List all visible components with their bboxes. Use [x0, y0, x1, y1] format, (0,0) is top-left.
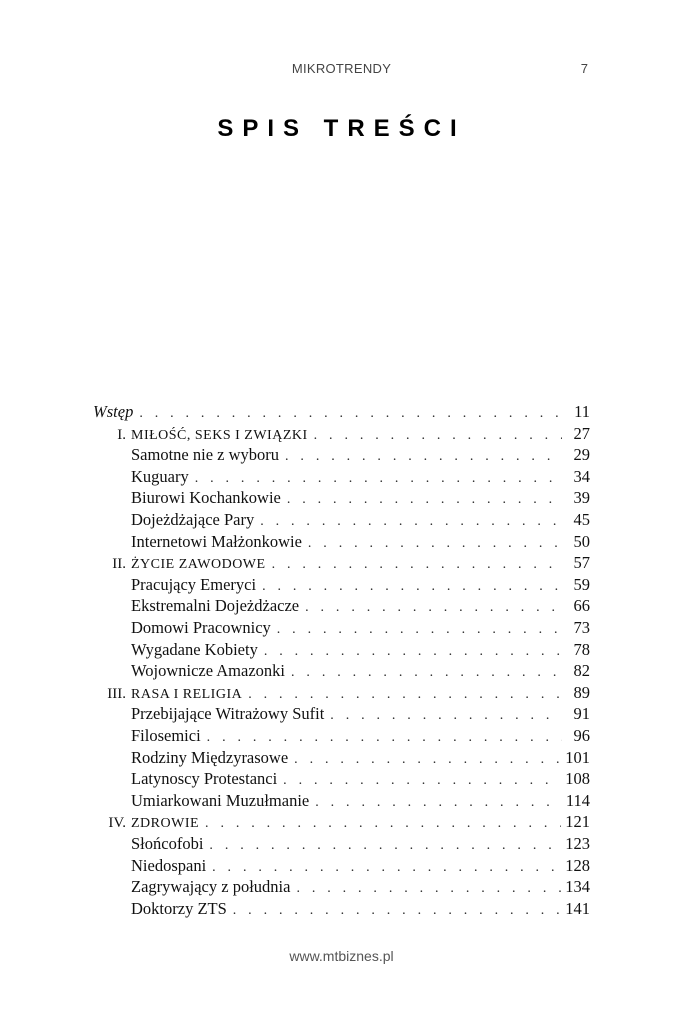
toc-page-number: 114 — [565, 790, 590, 810]
toc-chapter-row — [131, 466, 590, 488]
toc-page-number: 29 — [573, 445, 590, 465]
toc-chapter-row — [131, 509, 590, 531]
footer-url: www.mtbiznes.pl — [289, 948, 394, 964]
toc-entry-title: Samotne nie z wyboru — [131, 444, 283, 466]
toc-page-number: 57 — [573, 553, 590, 573]
toc-page-number: 11 — [574, 402, 590, 421]
toc-entry-title: Rodziny Międzyrasowe — [131, 747, 292, 769]
toc-page-number: 134 — [565, 877, 590, 897]
toc-page-number: 73 — [573, 618, 590, 637]
toc-chapter-row — [131, 898, 590, 920]
toc-part-title: ŻYCIE ZAWODOWE — [131, 554, 270, 576]
toc-chapter-row — [131, 660, 590, 682]
toc-chapter-row — [131, 531, 590, 553]
toc-entry-title: Niedospani — [131, 855, 210, 877]
toc-chapter-row — [131, 876, 590, 898]
toc-page-number: 123 — [565, 834, 590, 853]
toc-chapter-row — [131, 747, 590, 769]
toc-entry-title: Słońcofobi — [131, 833, 207, 855]
running-title: MIKROTRENDY — [291, 61, 392, 76]
toc-page-number: 45 — [573, 510, 590, 529]
toc-page-number: 59 — [573, 574, 590, 594]
toc-page-number: 66 — [573, 596, 590, 616]
toc-part-numeral: III. — [107, 685, 126, 702]
toc-page-number: 108 — [565, 769, 590, 789]
toc-entry-title: Wojownicze Amazonki — [131, 660, 289, 682]
toc-chapter-row — [131, 617, 590, 639]
toc-chapter-row — [131, 833, 590, 855]
toc-page-number: 96 — [573, 726, 590, 745]
toc-entry-title: Ekstremalni Dojeżdżacze — [131, 595, 303, 617]
toc-part-row — [100, 423, 590, 445]
toc-chapter-row — [131, 703, 590, 725]
toc-part-numeral: II. — [112, 556, 126, 573]
toc-entry-title: Zagrywający z południa — [131, 876, 294, 898]
toc-page-number: 91 — [573, 704, 590, 724]
toc-part-title: ZDROWIE — [131, 813, 203, 835]
toc-entry-title: Internetowi Małżonkowie — [131, 531, 306, 553]
toc-entry-title: Umiarkowani Muzułmanie — [131, 790, 313, 812]
toc-page-number: 141 — [565, 898, 590, 918]
toc-entry-title: Pracujący Emeryci — [131, 574, 260, 596]
toc-page-number: 34 — [573, 466, 590, 486]
toc-page-number: 128 — [565, 855, 590, 875]
toc-page-number: 101 — [565, 747, 590, 767]
toc-chapter-row — [131, 768, 590, 790]
toc-part-title: MIŁOŚĆ, SEKS I ZWIĄZKI — [131, 425, 312, 447]
page-number: 7 — [580, 61, 588, 76]
toc-entry-title: Doktorzy ZTS — [131, 898, 231, 920]
toc-part-row — [100, 682, 590, 704]
toc-chapter-row — [131, 574, 590, 596]
toc-entry-title: Biurowi Kochankowie — [131, 487, 285, 509]
toc-part-row — [100, 552, 590, 574]
toc-entry-title: Wstęp — [93, 401, 137, 423]
toc-part-title: RASA I RELIGIA — [131, 684, 246, 706]
page-title: SPIS TREŚCI — [217, 115, 466, 142]
toc-chapter-row — [131, 790, 590, 812]
dot-leader — [233, 900, 561, 922]
running-head — [0, 61, 683, 79]
toc-entry-title: Wygadane Kobiety — [131, 639, 262, 661]
toc-page-number: 27 — [573, 423, 590, 443]
toc-page-number: 89 — [573, 682, 590, 702]
toc-entry-title: Kuguary — [131, 466, 193, 488]
toc-intro-row — [93, 401, 590, 423]
toc-chapter-row — [131, 855, 590, 877]
toc-chapter-row — [131, 725, 590, 747]
toc-part-numeral: IV. — [108, 815, 126, 832]
toc-page-number: 50 — [573, 531, 590, 551]
toc-part-numeral: I. — [117, 426, 126, 443]
toc-chapter-row — [131, 595, 590, 617]
toc-page-number: 82 — [573, 661, 590, 681]
toc-part-row — [100, 811, 590, 833]
toc-entry-title: Latynoscy Protestanci — [131, 768, 281, 790]
toc-chapter-row — [131, 487, 590, 509]
toc-page-number: 121 — [565, 812, 590, 832]
toc-page-number: 39 — [573, 488, 590, 508]
toc-chapter-row — [131, 444, 590, 466]
toc-entry-title: Przebijające Witrażowy Sufit — [131, 703, 328, 725]
toc-chapter-row — [131, 639, 590, 661]
toc-entry-title: Dojeżdżające Pary — [131, 509, 258, 531]
toc-entry-title: Domowi Pracownicy — [131, 617, 275, 639]
toc-page-number: 78 — [573, 639, 590, 659]
toc-entry-title: Filosemici — [131, 725, 205, 747]
